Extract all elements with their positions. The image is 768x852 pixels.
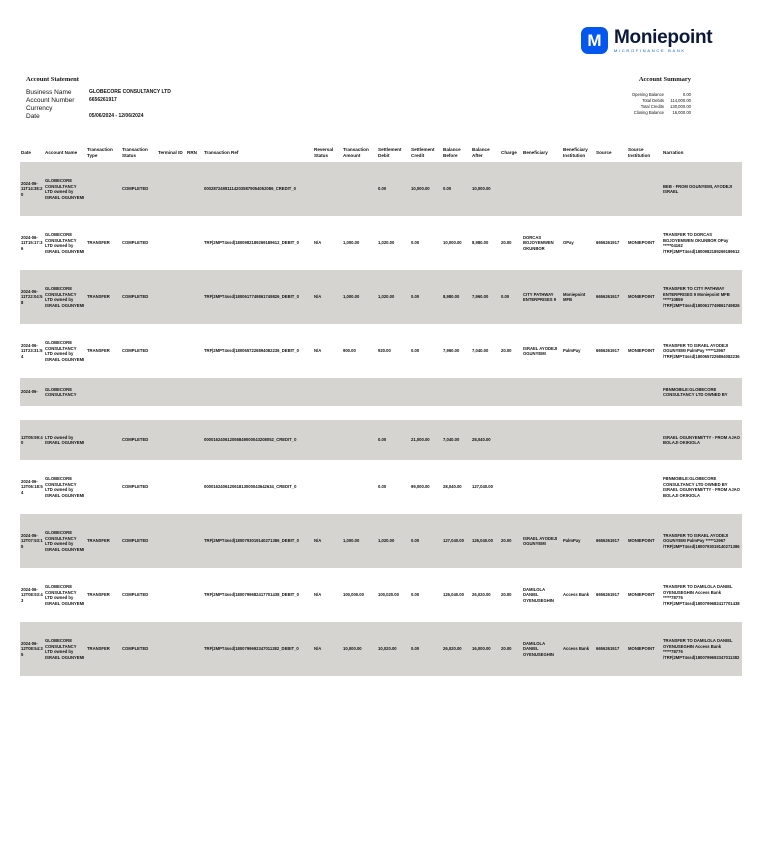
date-cell: 2024-06- xyxy=(21,389,38,395)
rrn-cell xyxy=(186,460,203,514)
summary-row xyxy=(632,91,691,97)
column-header: Date xyxy=(21,149,31,155)
status-cell: COMPLETED xyxy=(122,646,149,652)
summary-value: 16,000.00 xyxy=(672,109,691,115)
account-name-cell: GLOBECORE CONSULTANCY xyxy=(45,386,77,397)
terminal-cell xyxy=(157,162,186,216)
amount-cell: 1,000.00 xyxy=(343,294,360,300)
balance-after-cell: 26,020.00 xyxy=(472,592,491,598)
credit-cell: 21,000.00 xyxy=(411,437,430,443)
beneficiary-institution-cell: PalmPay xyxy=(563,348,581,354)
business-name-row xyxy=(26,88,171,96)
ref-cell: TRF|2MPT4ssd|1800617749861749826_DEBIT_0 xyxy=(204,294,299,300)
summary-label: Total Debits xyxy=(642,97,664,103)
balance-after-cell: 8,980.00 xyxy=(472,240,489,246)
amount-cell: 1,000.00 xyxy=(343,538,360,544)
summary-value: 130,000.00 xyxy=(670,103,691,109)
terminal-cell xyxy=(157,568,186,622)
debit-cell: 920.00 xyxy=(378,348,391,354)
currency-label: Currency xyxy=(26,104,53,112)
account-info xyxy=(26,88,171,120)
ref-cell: TRF|2MPT4ssd|1800657226894082236_DEBIT_0 xyxy=(204,348,299,354)
beneficiary-cell: ISRAEL AYODEJI OGUNYEMI xyxy=(523,345,558,356)
terminal-cell xyxy=(157,324,186,378)
account-name-cell: GLOBECORE CONSULTANCY LTD owned by ISRAEL OGUNYEMI xyxy=(45,178,85,200)
date-cell: 2024-06-12T06:18:54 xyxy=(21,478,43,495)
column-header: Balance After xyxy=(472,147,490,158)
amount-cell: 900.00 xyxy=(343,348,356,354)
credit-cell: 0.00 xyxy=(411,348,420,354)
column-header: Beneficiary xyxy=(523,149,548,155)
type-cell: TRANSFER xyxy=(87,538,110,544)
table-row xyxy=(20,324,742,378)
narration-cell: FBNMOBILE:GLOBECORE CONSULTANCY LTD OWNED BY xyxy=(663,386,728,397)
narration-cell: BEB - FROM OGUNYEMI, AYODEJI ISRAEL xyxy=(663,183,733,194)
credit-cell: 0.00 xyxy=(411,240,420,246)
account-number-label: Account Number xyxy=(26,96,75,104)
credit-cell: 99,000.00 xyxy=(411,484,430,490)
status-cell: COMPLETED xyxy=(122,592,149,598)
debit-cell: 1,020.00 xyxy=(378,294,395,300)
narration-cell: TRANSFER TO ISRAEL AYODEJI OGUNYEMI PalmPay *****12967 /TRF|2MPT4ssd|1800657226894082236 xyxy=(663,342,740,359)
credit-cell: 10,000.00 xyxy=(411,186,430,192)
type-cell: TRANSFER xyxy=(87,348,110,354)
status-cell: COMPLETED xyxy=(122,538,149,544)
balance-before-cell: 8,980.00 xyxy=(443,294,460,300)
beneficiary-cell xyxy=(522,162,562,216)
rrn-cell xyxy=(186,324,203,378)
narration-cell: TRANSFER TO DAMILOLA DANIEL OYENUSEGHIN Access Bank *****78776 /TRF|2MPT4ssd|1800799692347011382 xyxy=(663,638,740,660)
column-header: Transaction Ref xyxy=(204,149,239,155)
account-name-cell: GLOBECORE CONSULTANCY LTD owned by ISRAEL OGUNYEMI xyxy=(45,340,85,362)
narration-cell: FBNMOBILE:GLOBECORE CONSULTANCY LTD OWNED BY ISRAEL OGUNYEMI/TTY - FROM AJAO BOLAJI OKIKIOLA xyxy=(663,476,740,498)
terminal-cell xyxy=(157,216,186,270)
debit-cell: 0.00 xyxy=(378,186,387,192)
balance-before-cell: 126,040.00 xyxy=(443,592,464,598)
charge-cell: 20.00 xyxy=(501,240,512,246)
date-cell: 2024-06-11T15:17:36 xyxy=(21,234,43,251)
moniepoint-logo-icon: M xyxy=(581,27,608,54)
charge-cell: 20.00 xyxy=(501,348,512,354)
status-cell: COMPLETED xyxy=(122,437,149,443)
summary-label: Total Credits xyxy=(640,103,664,109)
date-cell: 12T05:59:40 xyxy=(21,434,43,445)
balance-after-cell: 16,000.00 xyxy=(472,646,491,652)
summary-row xyxy=(632,109,691,115)
reversal-cell: N/A xyxy=(314,294,322,300)
terminal-cell xyxy=(157,270,186,324)
summary-row xyxy=(632,103,691,109)
narration-cell: TRANSFER TO CITY PATHWAY ENTERPRISES 9 Moniepoint MFB *****10859 /TRF|2MPT4ssd|1800617749861749826 xyxy=(663,286,740,308)
moniepoint-logo xyxy=(581,27,712,54)
source-cell: 6656261917 xyxy=(596,592,620,598)
rrn-cell xyxy=(186,270,203,324)
status-cell: COMPLETED xyxy=(122,484,149,490)
statement-title: Account Statement xyxy=(26,76,79,83)
table-row xyxy=(20,460,742,514)
source-institution-cell: MONIEPOINT xyxy=(628,348,655,354)
status-cell: COMPLETED xyxy=(122,240,149,246)
source-institution-cell: MONIEPOINT xyxy=(628,592,655,598)
type-cell: TRANSFER xyxy=(87,240,110,246)
amount-cell: 1,000.00 xyxy=(343,240,360,246)
column-header: Beneficiary Institution xyxy=(563,147,588,158)
rrn-cell xyxy=(186,162,203,216)
transactions-table xyxy=(20,143,742,676)
date-cell: 2024-06-11T23:31:54 xyxy=(21,342,43,359)
reversal-cell: N/A xyxy=(314,646,322,652)
account-summary xyxy=(632,91,691,115)
date-label: Date xyxy=(26,112,40,120)
balance-before-cell: 7,960.00 xyxy=(443,348,460,354)
ref-cell: TRF|2MPT4ssd|1800793019140271386_DEBIT_0 xyxy=(204,538,299,544)
amount-cell xyxy=(342,460,377,514)
type-cell xyxy=(86,460,121,514)
date-cell: 2024-06-11T22:04:58 xyxy=(21,288,43,305)
balance-after-cell: 28,040.00 xyxy=(472,437,491,443)
source-cell: 6656261917 xyxy=(596,240,620,246)
business-name-label: Business Name xyxy=(26,88,72,96)
beneficiary-cell: ISRAEL AYODEJI OGUNYEMI xyxy=(523,535,558,546)
status-cell: COMPLETED xyxy=(122,294,149,300)
column-header: RRN xyxy=(187,149,197,155)
column-header: Reversal Status xyxy=(314,147,334,158)
charge-cell: 20.00 xyxy=(501,646,512,652)
summary-label: Opening Balance xyxy=(631,91,664,97)
rrn-cell xyxy=(186,568,203,622)
logo-wordmark xyxy=(614,26,713,53)
debit-cell: 100,020.00 xyxy=(378,592,399,598)
rrn-cell xyxy=(186,216,203,270)
beneficiary-institution-cell xyxy=(562,460,595,514)
source-cell xyxy=(595,460,627,514)
summary-value: 0.00 xyxy=(682,91,691,97)
column-header: Source Institution xyxy=(628,147,651,158)
page-break xyxy=(20,406,742,420)
brand-name: Moniepoint xyxy=(614,26,713,48)
reversal-cell: N/A xyxy=(314,240,322,246)
debit-cell: 1,020.00 xyxy=(378,538,395,544)
beneficiary-institution-cell: OPay xyxy=(563,240,574,246)
credit-cell: 0.00 xyxy=(411,294,420,300)
narration-cell: ISRAEL OGUNYEMI/TTY - FROM AJAO BOLAJI OKIKIOLA xyxy=(663,434,740,445)
reversal-cell: N/A xyxy=(314,538,322,544)
column-header: Narration xyxy=(663,149,684,155)
column-header: Balance Before xyxy=(443,147,461,158)
table-row xyxy=(20,378,742,406)
terminal-cell xyxy=(157,460,186,514)
balance-before-cell: 0.00 xyxy=(443,186,452,192)
source-cell: 6656261917 xyxy=(596,294,620,300)
date-row xyxy=(26,112,171,120)
charge-cell xyxy=(500,162,522,216)
date-cell: 2024-06-12T08:53:43 xyxy=(21,586,43,603)
charge-cell: 0.00 xyxy=(501,294,510,300)
ref-cell: 000016240612061813000043642634_CREDIT_0 xyxy=(204,484,297,490)
ref-cell: TRF|2MPT4ssd|1800982189269189612_DEBIT_0 xyxy=(204,240,299,246)
balance-after-cell: 126,040.00 xyxy=(472,538,493,544)
ref-cell: 000016240612055849000043208052_CREDIT_0 xyxy=(204,437,297,443)
account-name-cell: GLOBECORE CONSULTANCY LTD owned by ISRAEL OGUNYEMI xyxy=(45,638,85,660)
account-name-cell: GLOBECORE CONSULTANCY LTD owned by ISRAEL OGUNYEMI xyxy=(45,286,85,308)
source-institution-cell: MONIEPOINT xyxy=(628,646,655,652)
account-name-cell: GLOBECORE CONSULTANCY LTD owned by ISRAEL OGUNYEMI xyxy=(45,530,85,552)
status-cell: COMPLETED xyxy=(122,186,149,192)
brand-tagline: MICROFINANCE BANK xyxy=(614,47,686,53)
source-cell: 6656261917 xyxy=(596,538,620,544)
amount-cell xyxy=(342,162,377,216)
source-institution-cell: MONIEPOINT xyxy=(628,240,655,246)
type-cell: TRANSFER xyxy=(87,646,110,652)
ref-cell: TRF|2MPT4ssd|1800799682417701438_DEBIT_0 xyxy=(204,592,299,598)
column-header: Source xyxy=(596,149,612,155)
beneficiary-cell: DAMILOLA DANIEL OYENUSEGHIN xyxy=(523,640,554,657)
table-row xyxy=(20,270,742,324)
table-row xyxy=(20,622,742,676)
column-header: Account Name xyxy=(45,149,78,155)
table-row xyxy=(20,568,742,622)
table-row xyxy=(20,420,742,460)
account-name-cell: LTD owned by ISRAEL OGUNYEMI xyxy=(45,434,85,445)
account-name-cell: GLOBECORE CONSULTANCY LTD owned by ISRAEL OGUNYEMI xyxy=(45,232,85,254)
amount-cell: 100,000.00 xyxy=(343,592,364,598)
balance-before-cell: 26,020.00 xyxy=(443,646,462,652)
account-number-row xyxy=(26,96,171,104)
column-header: Transaction Amount xyxy=(343,147,369,158)
beneficiary-cell: DAMILOLA DANIEL OYENUSEGHIN xyxy=(523,586,554,603)
beneficiary-institution-cell: PalmPay xyxy=(563,538,581,544)
account-name-cell: GLOBECORE CONSULTANCY LTD owned by ISRAEL OGUNYEMI xyxy=(45,584,85,606)
source-cell: 6656261917 xyxy=(596,348,620,354)
summary-title: Account Summary xyxy=(638,76,691,83)
beneficiary-cell: DORCAS BOJOYEMWEN OKUNBOR xyxy=(523,234,554,251)
narration-cell: TRANSFER TO DORCAS BOJOYEMWEN OKUNBOR OPay *****04162 /TRF|2MPT4ssd|1800982189269189612 xyxy=(663,232,740,254)
credit-cell: 0.00 xyxy=(411,646,420,652)
balance-before-cell: 7,040.00 xyxy=(443,437,460,443)
balance-before-cell: 28,040.00 xyxy=(443,484,462,490)
status-cell: COMPLETED xyxy=(122,348,149,354)
narration-cell: TRANSFER TO ISRAEL AYODEJI OGUNYEMI PalmPay *****12967 /TRF|2MPT4ssd|1800793019140271386 xyxy=(663,532,740,549)
column-header: Transaction Type xyxy=(87,147,113,158)
balance-after-cell: 7,040.00 xyxy=(472,348,489,354)
debit-cell: 1,020.00 xyxy=(378,240,395,246)
date-value: 05/06/2024 - 12/06/2024 xyxy=(89,113,144,119)
summary-value: 114,000.00 xyxy=(670,97,691,103)
column-header: Settlement Credit xyxy=(411,147,435,158)
date-cell: 2024-06-12T08:54:35 xyxy=(21,640,43,657)
charge-cell: 20.00 xyxy=(501,592,512,598)
reversal-cell xyxy=(313,162,342,216)
beneficiary-institution-cell xyxy=(562,162,595,216)
summary-label: Closing Balance xyxy=(633,109,664,115)
ref-cell: 000287249811142035879054052086_CREDIT_0 xyxy=(204,186,296,192)
debit-cell: 10,020.00 xyxy=(378,646,397,652)
table-row xyxy=(20,514,742,568)
beneficiary-institution-cell: Access Bank xyxy=(563,646,590,652)
credit-cell: 0.00 xyxy=(411,538,420,544)
reversal-cell: N/A xyxy=(314,592,322,598)
balance-after-cell: 127,040.00 xyxy=(472,484,493,490)
source-institution-cell: MONIEPOINT xyxy=(628,294,655,300)
narration-cell: TRANSFER TO DAMILOLA DANIEL OYENUSEGHIN Access Bank *****78776 /TRF|2MPT4ssd|1800799682417701438 xyxy=(663,584,740,606)
date-cell: 2024-06-12T07:53:15 xyxy=(21,532,43,549)
reversal-cell xyxy=(313,460,342,514)
table-header-row xyxy=(20,143,742,162)
balance-before-cell: 10,000.00 xyxy=(443,240,462,246)
beneficiary-cell: CITY PATHWAY ENTERPRISES 9 xyxy=(523,291,557,302)
terminal-cell xyxy=(157,514,186,568)
amount-cell: 10,000.00 xyxy=(343,646,362,652)
source-cell: 6656261917 xyxy=(596,646,620,652)
debit-cell: 0.00 xyxy=(378,437,387,443)
debit-cell: 0.00 xyxy=(378,484,387,490)
beneficiary-institution-cell: Moniepoint MFB xyxy=(563,291,586,302)
column-header: Charge xyxy=(501,149,517,155)
balance-after-cell: 7,960.00 xyxy=(472,294,489,300)
currency-row xyxy=(26,104,171,112)
column-header: Settlement Debit xyxy=(378,147,402,158)
source-institution-cell: MONIEPOINT xyxy=(628,538,655,544)
date-cell: 2024-06-11T14:38:20 xyxy=(21,180,43,197)
table-row xyxy=(20,162,742,216)
table-row xyxy=(20,216,742,270)
balance-before-cell: 127,040.00 xyxy=(443,538,464,544)
reversal-cell: N/A xyxy=(314,348,322,354)
account-name-cell: GLOBECORE CONSULTANCY LTD owned by ISRAEL OGUNYEMI xyxy=(45,476,85,498)
column-header: Terminal ID xyxy=(158,149,183,155)
terminal-cell xyxy=(157,622,186,676)
type-cell: TRANSFER xyxy=(87,592,110,598)
type-cell: TRANSFER xyxy=(87,294,110,300)
charge-cell xyxy=(500,460,522,514)
beneficiary-cell xyxy=(522,460,562,514)
type-cell xyxy=(86,162,121,216)
business-name-value: GLOBECORE CONSULTANCY LTD xyxy=(89,89,171,95)
account-number-value: 6656261917 xyxy=(89,97,117,103)
source-institution-cell xyxy=(627,460,662,514)
source-institution-cell xyxy=(627,162,662,216)
balance-after-cell: 10,000.00 xyxy=(472,186,491,192)
beneficiary-institution-cell: Access Bank xyxy=(563,592,590,598)
charge-cell: 20.00 xyxy=(501,538,512,544)
column-header: Transaction Status xyxy=(122,147,148,158)
credit-cell: 0.00 xyxy=(411,592,420,598)
source-cell xyxy=(595,162,627,216)
rrn-cell xyxy=(186,514,203,568)
rrn-cell xyxy=(186,622,203,676)
ref-cell: TRF|2MPT4ssd|1800799692347011382_DEBIT_0 xyxy=(204,646,299,652)
